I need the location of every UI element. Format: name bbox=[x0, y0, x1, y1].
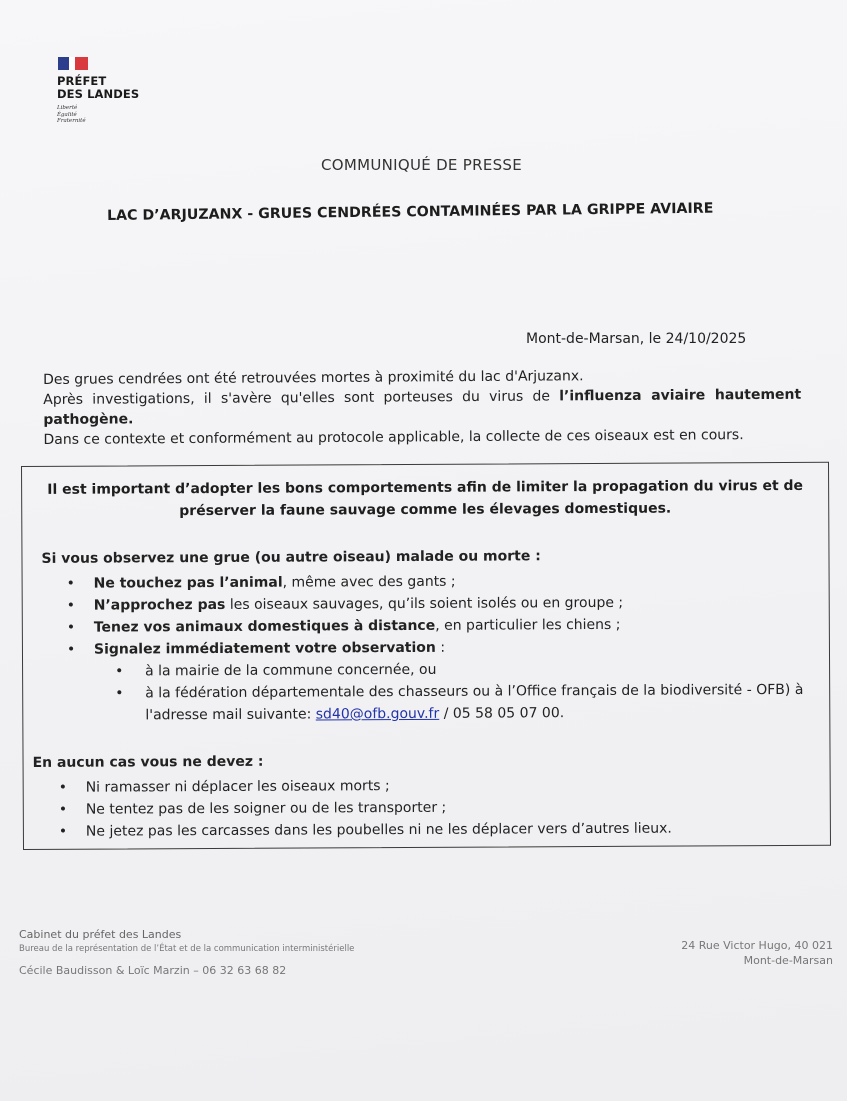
motto-fraternite: Fraternité bbox=[57, 118, 86, 124]
date-line: Mont-de-Marsan, le 24/10/2025 bbox=[526, 331, 747, 347]
list-item bbox=[94, 636, 623, 661]
item-rest: , même avec des gants ; bbox=[282, 573, 456, 591]
list-item: • Ni ramasser ni déplacer les oiseaux morts ; bbox=[86, 774, 672, 799]
recommendations-box bbox=[21, 462, 831, 850]
observe-heading: Si vous observez une grue (ou autre oiseau) malade ou morte : bbox=[41, 548, 541, 567]
never-heading: En aucun cas vous ne devez : bbox=[32, 753, 264, 771]
prefecture-logo bbox=[57, 57, 139, 125]
list-item: • Ne jetez pas les carcasses dans les poubelles ni ne les déplacer vers d’autres lieux. bbox=[86, 818, 672, 843]
intro-line-4: Dans ce contexte et conformément au protocole applicable, la collecte de ces oiseaux est en cours. bbox=[43, 427, 744, 448]
footer-contact bbox=[19, 928, 354, 977]
item-rest: : bbox=[435, 639, 446, 656]
flag-red-band bbox=[75, 57, 88, 70]
logo-title bbox=[57, 75, 139, 101]
list-item: • Ne tentez pas de les soigner ou de les transporter ; bbox=[86, 796, 672, 821]
republic-motto bbox=[57, 105, 139, 125]
intro-line-2-text: Après investigations, il s'avère qu'elles sont porteuses du virus de bbox=[43, 388, 551, 408]
intro-line-2-bold: l’influenza aviaire hautement bbox=[559, 386, 802, 405]
document-type-title: COMMUNIQUÉ DE PRESSE bbox=[320, 156, 523, 174]
footer-cabinet: Cabinet du préfet des Landes bbox=[19, 928, 182, 941]
signal-sublist bbox=[145, 657, 825, 727]
phone-text: / 05 58 05 07 00. bbox=[439, 705, 565, 722]
item-bold: Tenez vos animaux domestiques à distance bbox=[93, 617, 436, 636]
intro-line-1: Des grues cendrées ont été retrouvées mortes à proximité du lac d'Arjuzanx. bbox=[43, 368, 584, 388]
federation-text: à la fédération départementale des chasseurs ou à l’Office français de la biodiversité - OFB) à l'adresse mail suivante: bbox=[145, 681, 804, 724]
item-rest: , en particulier les chiens ; bbox=[435, 616, 621, 634]
list-item: • à la mairie de la commune concernée, ou bbox=[145, 657, 825, 683]
observe-list bbox=[94, 570, 624, 661]
flag-blue-band bbox=[58, 57, 69, 70]
address-line-2: Mont-de-Marsan bbox=[743, 954, 833, 967]
intro-paragraph bbox=[43, 365, 802, 450]
list-item bbox=[94, 592, 623, 617]
footer-address bbox=[681, 938, 833, 968]
marianne-flag-icon bbox=[58, 57, 88, 70]
item-rest: les oiseaux sauvages, qu’ils soient isolés ou en groupe ; bbox=[225, 594, 624, 613]
item-bold: Signalez immédiatement votre observation bbox=[93, 639, 436, 658]
intro-line-3: pathogène. bbox=[43, 411, 134, 428]
motto-egalite: Égalité bbox=[57, 111, 77, 118]
footer-bureau: Bureau de la représentation de l’État et de la communication interministérielle bbox=[19, 944, 355, 954]
list-item bbox=[94, 570, 623, 595]
motto-liberte: Liberté bbox=[57, 105, 78, 111]
box-intro-line-2: préserver la faune sauvage comme les élevages domestiques. bbox=[179, 500, 672, 520]
never-list bbox=[86, 774, 672, 843]
press-release-headline: LAC D’ARJUZANX - GRUES CENDRÉES CONTAMINÉES PAR LA GRIPPE AVIAIRE bbox=[107, 200, 714, 224]
item-bold: N’approchez pas bbox=[93, 596, 226, 614]
email-link[interactable]: sd40@ofb.gouv.fr bbox=[315, 705, 440, 723]
logo-line-1: PRÉFET bbox=[57, 74, 107, 88]
item-bold: Ne touchez pas l’animal bbox=[93, 574, 283, 592]
box-intro-line-1: Il est important d’adopter les bons comportements afin de limiter la propagation du virus et de bbox=[47, 477, 804, 498]
list-item bbox=[94, 614, 623, 639]
address-line-1: 24 Rue Victor Hugo, 40 021 bbox=[681, 939, 833, 952]
footer-press-contacts: Cécile Baudisson & Loïc Marzin – 06 32 63 68 82 bbox=[19, 964, 287, 977]
box-intro bbox=[22, 475, 828, 523]
logo-line-2: DES LANDES bbox=[57, 87, 140, 101]
list-item bbox=[145, 679, 825, 727]
